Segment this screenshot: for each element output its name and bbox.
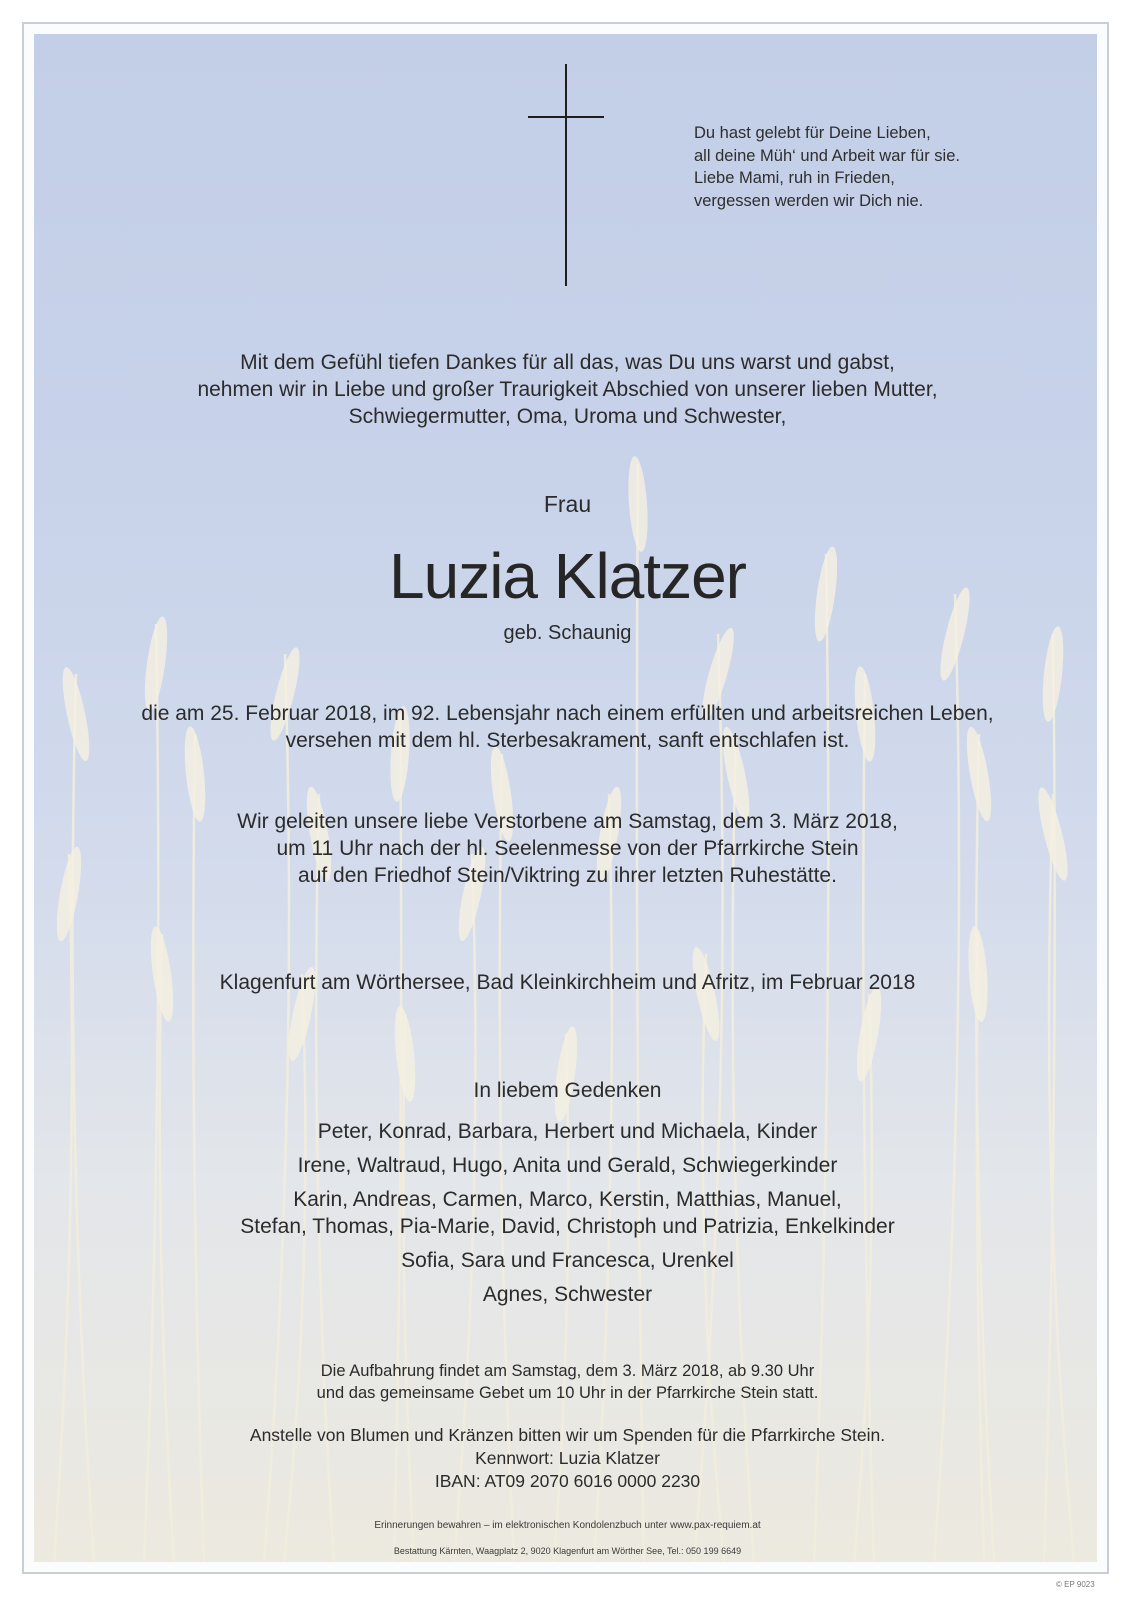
donation-iban: IBAN: AT09 2070 6016 0000 2230 xyxy=(434,1471,701,1491)
mourners-title: In liebem Gedenken xyxy=(473,1079,662,1102)
death-paragraph xyxy=(0,700,1135,754)
viewing-line: Die Aufbahrung findet am Samstag, dem 3. März 2018, ab 9.30 Uhr xyxy=(320,1362,815,1380)
deceased-name: Luzia Klatzer xyxy=(389,540,746,612)
mourner-line: Stefan, Thomas, Pia-Marie, David, Christoph und Patrizia, Enkelkinder xyxy=(240,1215,895,1238)
death-line: die am 25. Februar 2018, im 92. Lebensjahr nach einem erfüllten und arbeitsreichen Leben, xyxy=(141,702,994,725)
mourner-line: Sofia, Sara und Francesca, Urenkel xyxy=(401,1249,734,1272)
donation-line: Kennwort: Luzia Klatzer xyxy=(475,1448,660,1468)
undertaker-address: Bestattung Kärnten, Waagplatz 2, 9020 Klagenfurt am Wörther See, Tel.: 050 199 6649 xyxy=(393,1546,742,1556)
funeral-line: Wir geleiten unsere liebe Verstorbene am Samstag, dem 3. März 2018, xyxy=(237,810,898,833)
intro-paragraph xyxy=(0,349,1135,430)
birth-name: geb. Schaunig xyxy=(503,622,632,644)
memorial-verse xyxy=(694,122,1034,212)
salutation: Frau xyxy=(543,491,592,517)
intro-line: nehmen wir in Liebe und großer Traurigkeit Abschied von unserer lieben Mutter, xyxy=(197,378,938,401)
mourner-group-grandchildren xyxy=(0,1186,1135,1240)
intro-line: Schwiegermutter, Oma, Uroma und Schwester, xyxy=(348,405,787,428)
mourner-line: Agnes, Schwester xyxy=(482,1283,653,1306)
cross-horizontal-bar xyxy=(528,116,604,118)
mourner-line: Peter, Konrad, Barbara, Herbert und Michaela, Kinder xyxy=(317,1120,818,1143)
mourner-group-children xyxy=(0,1118,1135,1145)
mourner-line: Karin, Andreas, Carmen, Marco, Kerstin, Matthias, Manuel, xyxy=(293,1188,842,1211)
verse-line: Liebe Mami, ruh in Frieden, xyxy=(694,169,895,187)
verse-line: all deine Müh‘ und Arbeit war für sie. xyxy=(694,146,960,165)
mourner-group-children-in-law xyxy=(0,1152,1135,1179)
death-line: versehen mit dem hl. Sterbesakrament, sanft entschlafen ist. xyxy=(285,729,850,752)
intro-line: Mit dem Gefühl tiefen Dankes für all das, was Du uns warst und gabst, xyxy=(240,351,895,374)
place-and-date: Klagenfurt am Wörthersee, Bad Kleinkirchheim und Afritz, im Februar 2018 xyxy=(219,971,916,994)
donation-notice xyxy=(0,1424,1135,1493)
viewing-line: und das gemeinsame Gebet um 10 Uhr in der Pfarrkirche Stein statt. xyxy=(316,1384,819,1402)
mourner-line: Irene, Waltraud, Hugo, Anita und Gerald, Schwiegerkinder xyxy=(297,1154,838,1177)
cross-vertical-bar xyxy=(565,64,567,286)
mourner-group-great-grandchildren xyxy=(0,1247,1135,1274)
verse-line: Du hast gelebt für Deine Lieben, xyxy=(694,124,931,142)
condolence-book-note: Erinnerungen bewahren – im elektronischen Kondolenzbuch unter www.pax-requiem.at xyxy=(374,1520,761,1531)
funeral-line: um 11 Uhr nach der hl. Seelenmesse von der Pfarrkirche Stein xyxy=(276,837,859,860)
template-code: © EP 9023 xyxy=(1056,1580,1095,1589)
funeral-paragraph xyxy=(0,808,1135,889)
verse-line: vergessen werden wir Dich nie. xyxy=(694,191,924,210)
viewing-notice xyxy=(0,1360,1135,1404)
mourners-list xyxy=(0,1118,1135,1315)
mourner-group-sister xyxy=(0,1281,1135,1308)
funeral-line: auf den Friedhof Stein/Viktring zu ihrer letzten Ruhestätte. xyxy=(298,864,837,887)
donation-line: Anstelle von Blumen und Kränzen bitten wir um Spenden für die Pfarrkirche Stein. xyxy=(249,1425,886,1445)
